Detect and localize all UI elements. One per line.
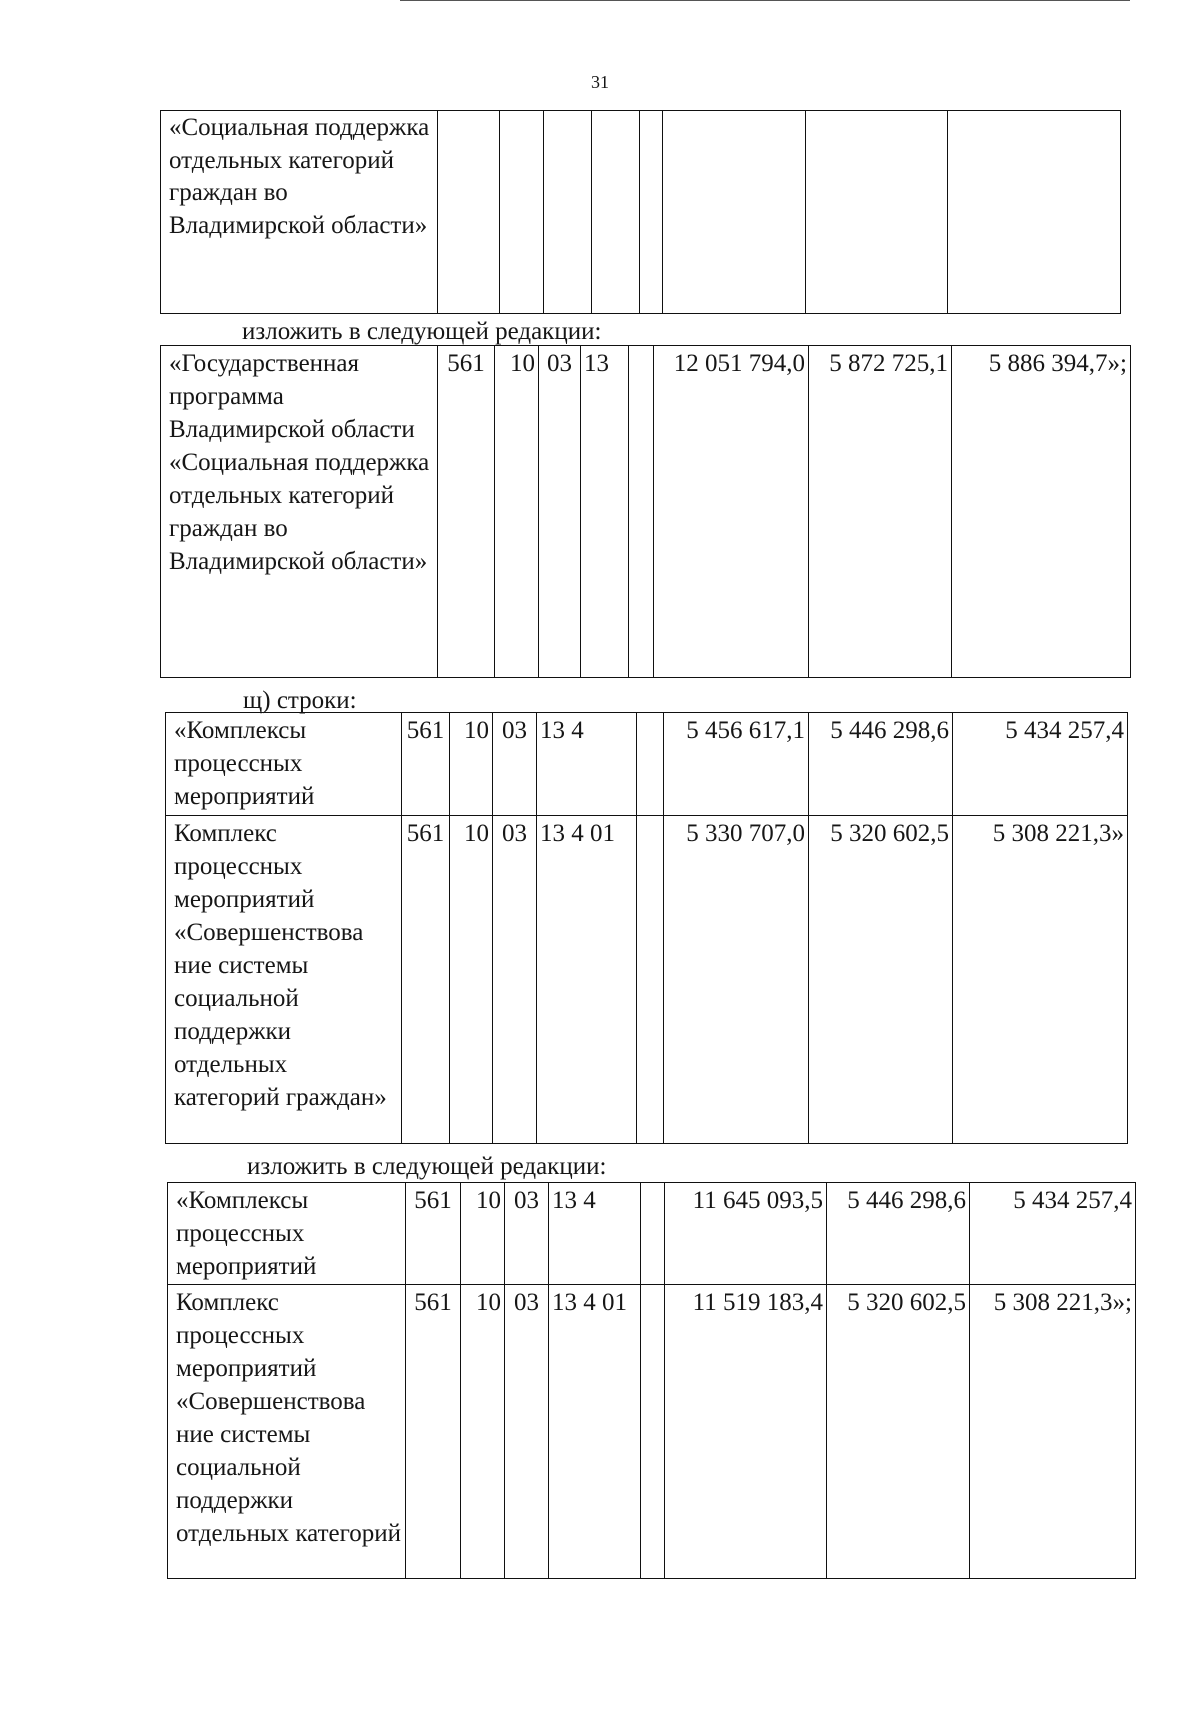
cell-amount-year2: 5 872 725,1 [809, 346, 952, 678]
cell-ministry: 561 [402, 816, 450, 1144]
cell-section: 10 [461, 1183, 505, 1285]
cell-amount-year2 [806, 111, 948, 314]
cell-subsection: 03 [493, 816, 537, 1144]
cell-amount-year2: 5 320 602,5 [809, 816, 953, 1144]
cell-target-article [592, 111, 640, 314]
cell-amount-year2: 5 446 298,6 [827, 1183, 970, 1285]
cell-ministry: 561 [406, 1285, 461, 1579]
cell-subsection [544, 111, 592, 314]
cell-amount-year1: 12 051 794,0 [654, 346, 809, 678]
cell-subsection: 03 [505, 1183, 549, 1285]
cell-amount-year3: 5 886 394,7»; [952, 346, 1131, 678]
cell-expense-type [641, 1285, 665, 1579]
cell-amount-year1: 5 456 617,1 [664, 713, 809, 816]
instruction-text: изложить в следующей редакции: [242, 318, 602, 345]
cell-target-article: 13 4 [537, 713, 637, 816]
cell-expense-type [637, 816, 664, 1144]
instruction-text: изложить в следующей редакции: [247, 1153, 607, 1180]
cell-section: 10 [495, 346, 539, 678]
cell-amount-year1: 11 645 093,5 [665, 1183, 827, 1285]
cell-expense-type [637, 713, 664, 816]
table-row [168, 1285, 1136, 1579]
row-name: «Социальная поддержка отдельных категорий граждан во Владимирской области» [161, 111, 438, 314]
table-original-program [160, 110, 1121, 314]
cell-ministry: 561 [406, 1183, 461, 1285]
row-name: Комплекс процессных мероприятий «Совершенствова ние системы социальной поддержки отдельных категорий граждан» [166, 816, 402, 1144]
cell-target-article: 13 4 01 [549, 1285, 641, 1579]
instruction-text: щ) строки: [243, 687, 357, 714]
cell-amount-year3: 5 434 257,4 [953, 713, 1128, 816]
table-row [166, 713, 1128, 816]
cell-subsection: 03 [505, 1285, 549, 1579]
cell-amount-year2: 5 446 298,6 [809, 713, 953, 816]
cell-section: 10 [461, 1285, 505, 1579]
table-row [161, 346, 1131, 678]
table-revised-complexes [167, 1182, 1136, 1579]
cell-ministry: 561 [402, 713, 450, 816]
page-number: 31 [591, 72, 609, 92]
cell-amount-year1: 5 330 707,0 [664, 816, 809, 1144]
cell-section: 10 [450, 713, 493, 816]
cell-expense-type [641, 1183, 665, 1285]
cell-section [500, 111, 544, 314]
row-name: «Комплексы процессных мероприятий [168, 1183, 406, 1285]
cell-amount-year3: 5 308 221,3» [953, 816, 1128, 1144]
table-row [161, 111, 1121, 314]
cell-target-article: 13 4 01 [537, 816, 637, 1144]
cell-amount-year3: 5 434 257,4 [970, 1183, 1136, 1285]
row-name: «Комплексы процессных мероприятий [166, 713, 402, 816]
cell-amount-year2: 5 320 602,5 [827, 1285, 970, 1579]
table-row [166, 816, 1128, 1144]
cell-expense-type [640, 111, 663, 314]
cell-amount-year1 [663, 111, 806, 314]
cell-target-article: 13 4 [549, 1183, 641, 1285]
row-name: «Государственная программа Владимирской области «Социальная поддержка отдельных категорий граждан во Владимирской области» [161, 346, 438, 678]
table-revised-program [160, 345, 1131, 678]
cell-amount-year3 [948, 111, 1121, 314]
cell-subsection: 03 [539, 346, 581, 678]
cell-amount-year1: 11 519 183,4 [665, 1285, 827, 1579]
table-original-complexes [165, 712, 1128, 1144]
cell-ministry: 561 [438, 346, 495, 678]
row-name: Комплекс процессных мероприятий «Совершенствова ние системы социальной поддержки отдельных категорий [168, 1285, 406, 1579]
cell-subsection: 03 [493, 713, 537, 816]
top-rule [400, 0, 1130, 1]
table-row [168, 1183, 1136, 1285]
cell-target-article: 13 [581, 346, 629, 678]
cell-expense-type [629, 346, 654, 678]
cell-amount-year3: 5 308 221,3»; [970, 1285, 1136, 1579]
cell-section: 10 [450, 816, 493, 1144]
cell-ministry [438, 111, 500, 314]
